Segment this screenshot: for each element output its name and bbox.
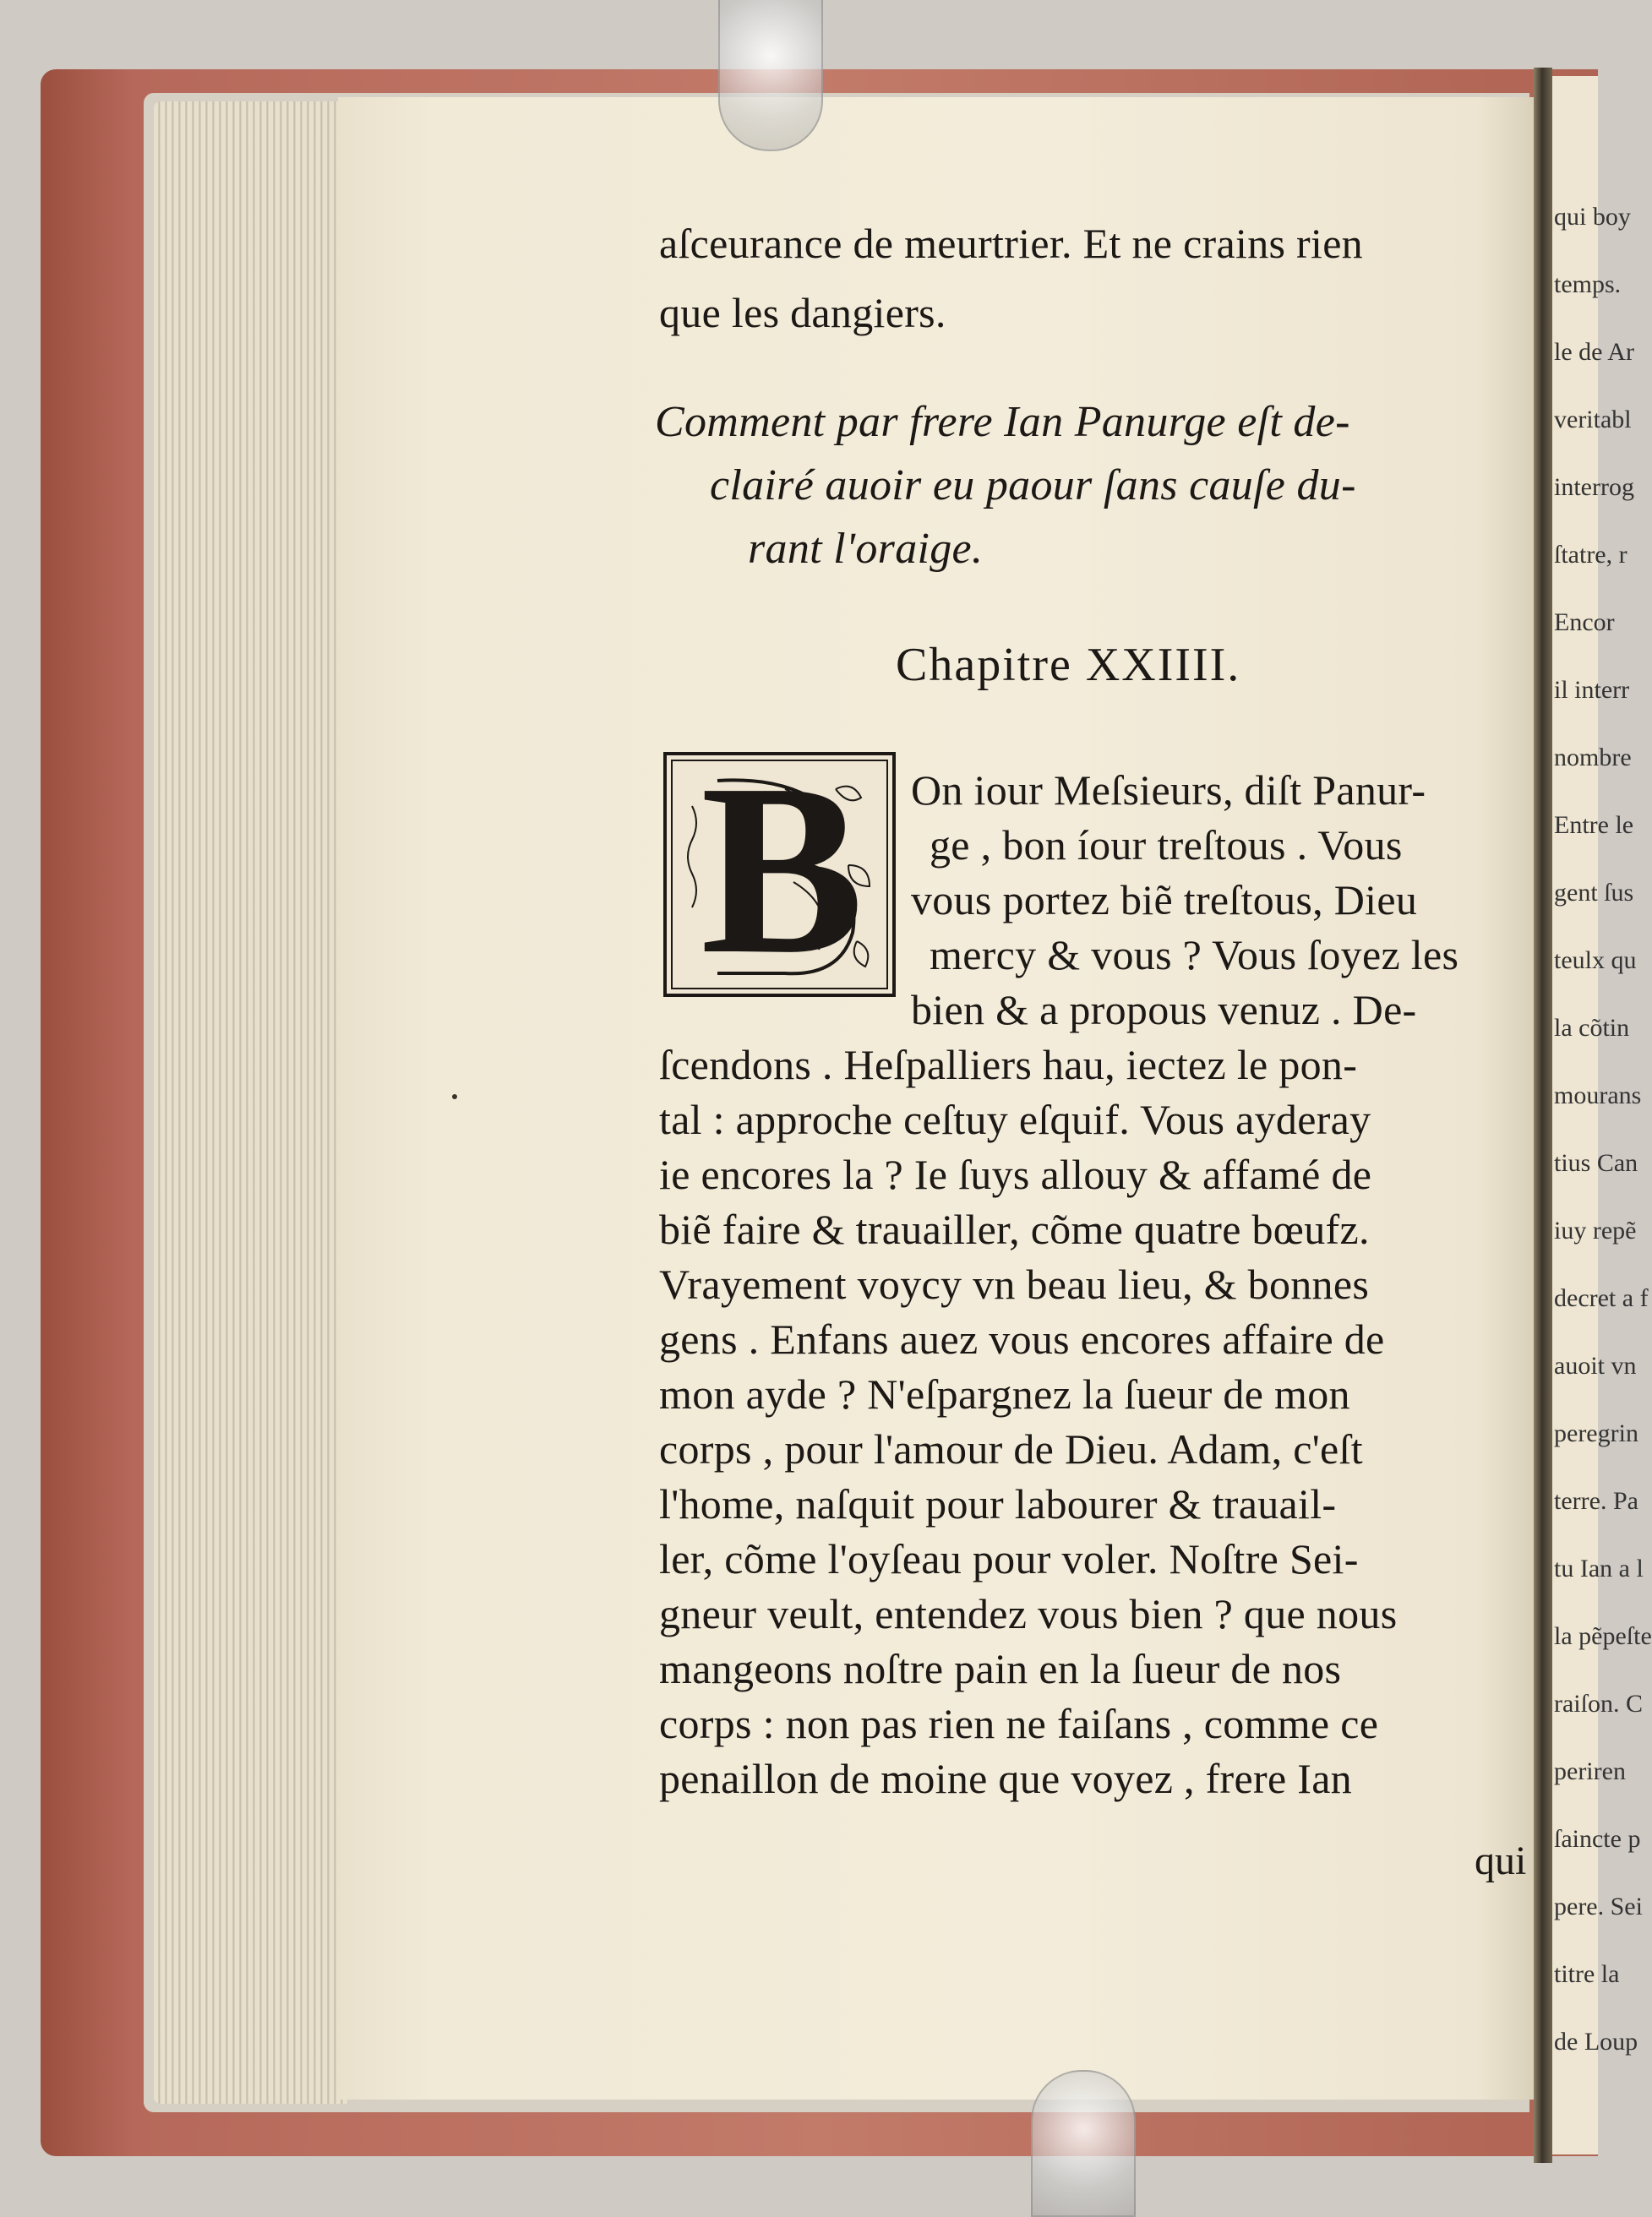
facing-page-line: terre. Pa — [1554, 1487, 1638, 1515]
facing-page-line: raiſon. C — [1554, 1690, 1643, 1718]
text-line: l'home, naſquit pour labourer & trauail- — [659, 1480, 1337, 1528]
initial-letter: B — [701, 733, 864, 1005]
text-line: aſceurance de meurtrier. Et ne crains rien — [659, 220, 1363, 267]
text-line: mangeons noſtre pain en la ſueur de nos — [659, 1645, 1342, 1692]
facing-page-line: iuy repẽ — [1554, 1217, 1637, 1245]
text-line: gneur veult, entendez vous bien ? que nous — [659, 1590, 1398, 1637]
ink-speck — [452, 1094, 457, 1099]
decorated-initial — [663, 733, 896, 1005]
facing-page-line: Encor — [1554, 608, 1615, 636]
text-line: tal : approche ceſtuy eſquif. Vous ayderay — [659, 1096, 1371, 1143]
facing-page-line: interrog — [1554, 473, 1634, 501]
text-line: mon ayde ? N'eſpargnez la ſueur de mon — [659, 1370, 1350, 1418]
text-line: que les dangiers. — [659, 289, 946, 336]
facing-page-line: decret a f — [1554, 1284, 1649, 1312]
facing-page-line: titre la — [1554, 1960, 1620, 1988]
facing-page-line: teulx qu — [1554, 946, 1637, 974]
catchword: qui — [1475, 1838, 1527, 1883]
facing-page-line: auoit vn — [1554, 1352, 1637, 1380]
facing-page-line: il interr — [1554, 676, 1630, 704]
facing-page-line: veritabl — [1554, 406, 1632, 433]
text-line: ler, cõme l'oyſeau pour voler. Noſtre Sei- — [659, 1535, 1359, 1582]
text-line: Vrayement voycy vn beau lieu, & bonnes — [659, 1261, 1370, 1308]
facing-page-line: tu Ian a l — [1554, 1555, 1644, 1582]
text-line: biẽ faire & trauailler, cõme quatre bœufz. — [659, 1206, 1370, 1253]
facing-page-line: la pẽpeſte — [1554, 1622, 1652, 1650]
text-line: ie encores la ? Ie ſuys allouy & affamé de — [659, 1151, 1372, 1198]
page-clip-bottom — [1031, 2070, 1136, 2217]
text-line: penaillon de moine que voyez , frere Ian — [659, 1755, 1352, 1802]
facing-page-line: de Loup — [1554, 2028, 1638, 2056]
text-line: gens . Enfans auez vous encores affaire de — [659, 1315, 1385, 1363]
facing-page-line: mourans — [1554, 1081, 1642, 1109]
text-line: bien & a propous venuz . De- — [911, 986, 1417, 1033]
facing-page-line: ſtatre, r — [1554, 541, 1627, 569]
heading-line: rant l'oraige. — [748, 525, 984, 573]
page-edges — [154, 101, 348, 2104]
text-line: ſcendons . Heſpalliers hau, iectez le pon- — [659, 1041, 1358, 1088]
text-line: ge , bon íour treſtous . Vous — [930, 821, 1403, 869]
facing-page-edge — [1552, 76, 1652, 2154]
heading-line: Comment par frere Ian Panurge eſt de- — [655, 398, 1350, 446]
facing-page-line: pere. Sei — [1554, 1893, 1643, 1920]
facing-page-line: Entre le — [1554, 811, 1634, 839]
facing-page-line: temps. — [1554, 270, 1622, 298]
chapter-number: Chapitre XXIIII. — [896, 639, 1241, 691]
facing-page-line: nombre — [1554, 744, 1632, 771]
text-line: vous portez biẽ treſtous, Dieu — [911, 876, 1418, 923]
facing-page-line: tius Can — [1554, 1149, 1638, 1177]
facing-page-line: peregrin — [1554, 1419, 1638, 1447]
gutter — [1534, 68, 1552, 2163]
heading-line: clairé auoir eu paour ſans cauſe du- — [710, 461, 1356, 509]
text-line: mercy & vous ? Vous ſoyez les — [930, 931, 1459, 978]
facing-page-line: ſaincte p — [1554, 1825, 1641, 1853]
page-clip-top — [718, 0, 823, 151]
text-line: corps , pour l'amour de Dieu. Adam, c'eſt — [659, 1425, 1363, 1473]
facing-page-line: gent ſus — [1554, 879, 1634, 907]
facing-page-line: la cõtin — [1554, 1014, 1630, 1042]
facing-page-line: qui boy — [1554, 203, 1631, 231]
facing-page-line: le de Ar — [1554, 338, 1634, 366]
text-line: corps : non pas rien ne faiſans , comme ce — [659, 1700, 1379, 1747]
facing-page-line: periren — [1554, 1757, 1626, 1785]
text-line: On iour Meſsieurs, diſt Panur- — [911, 766, 1426, 814]
